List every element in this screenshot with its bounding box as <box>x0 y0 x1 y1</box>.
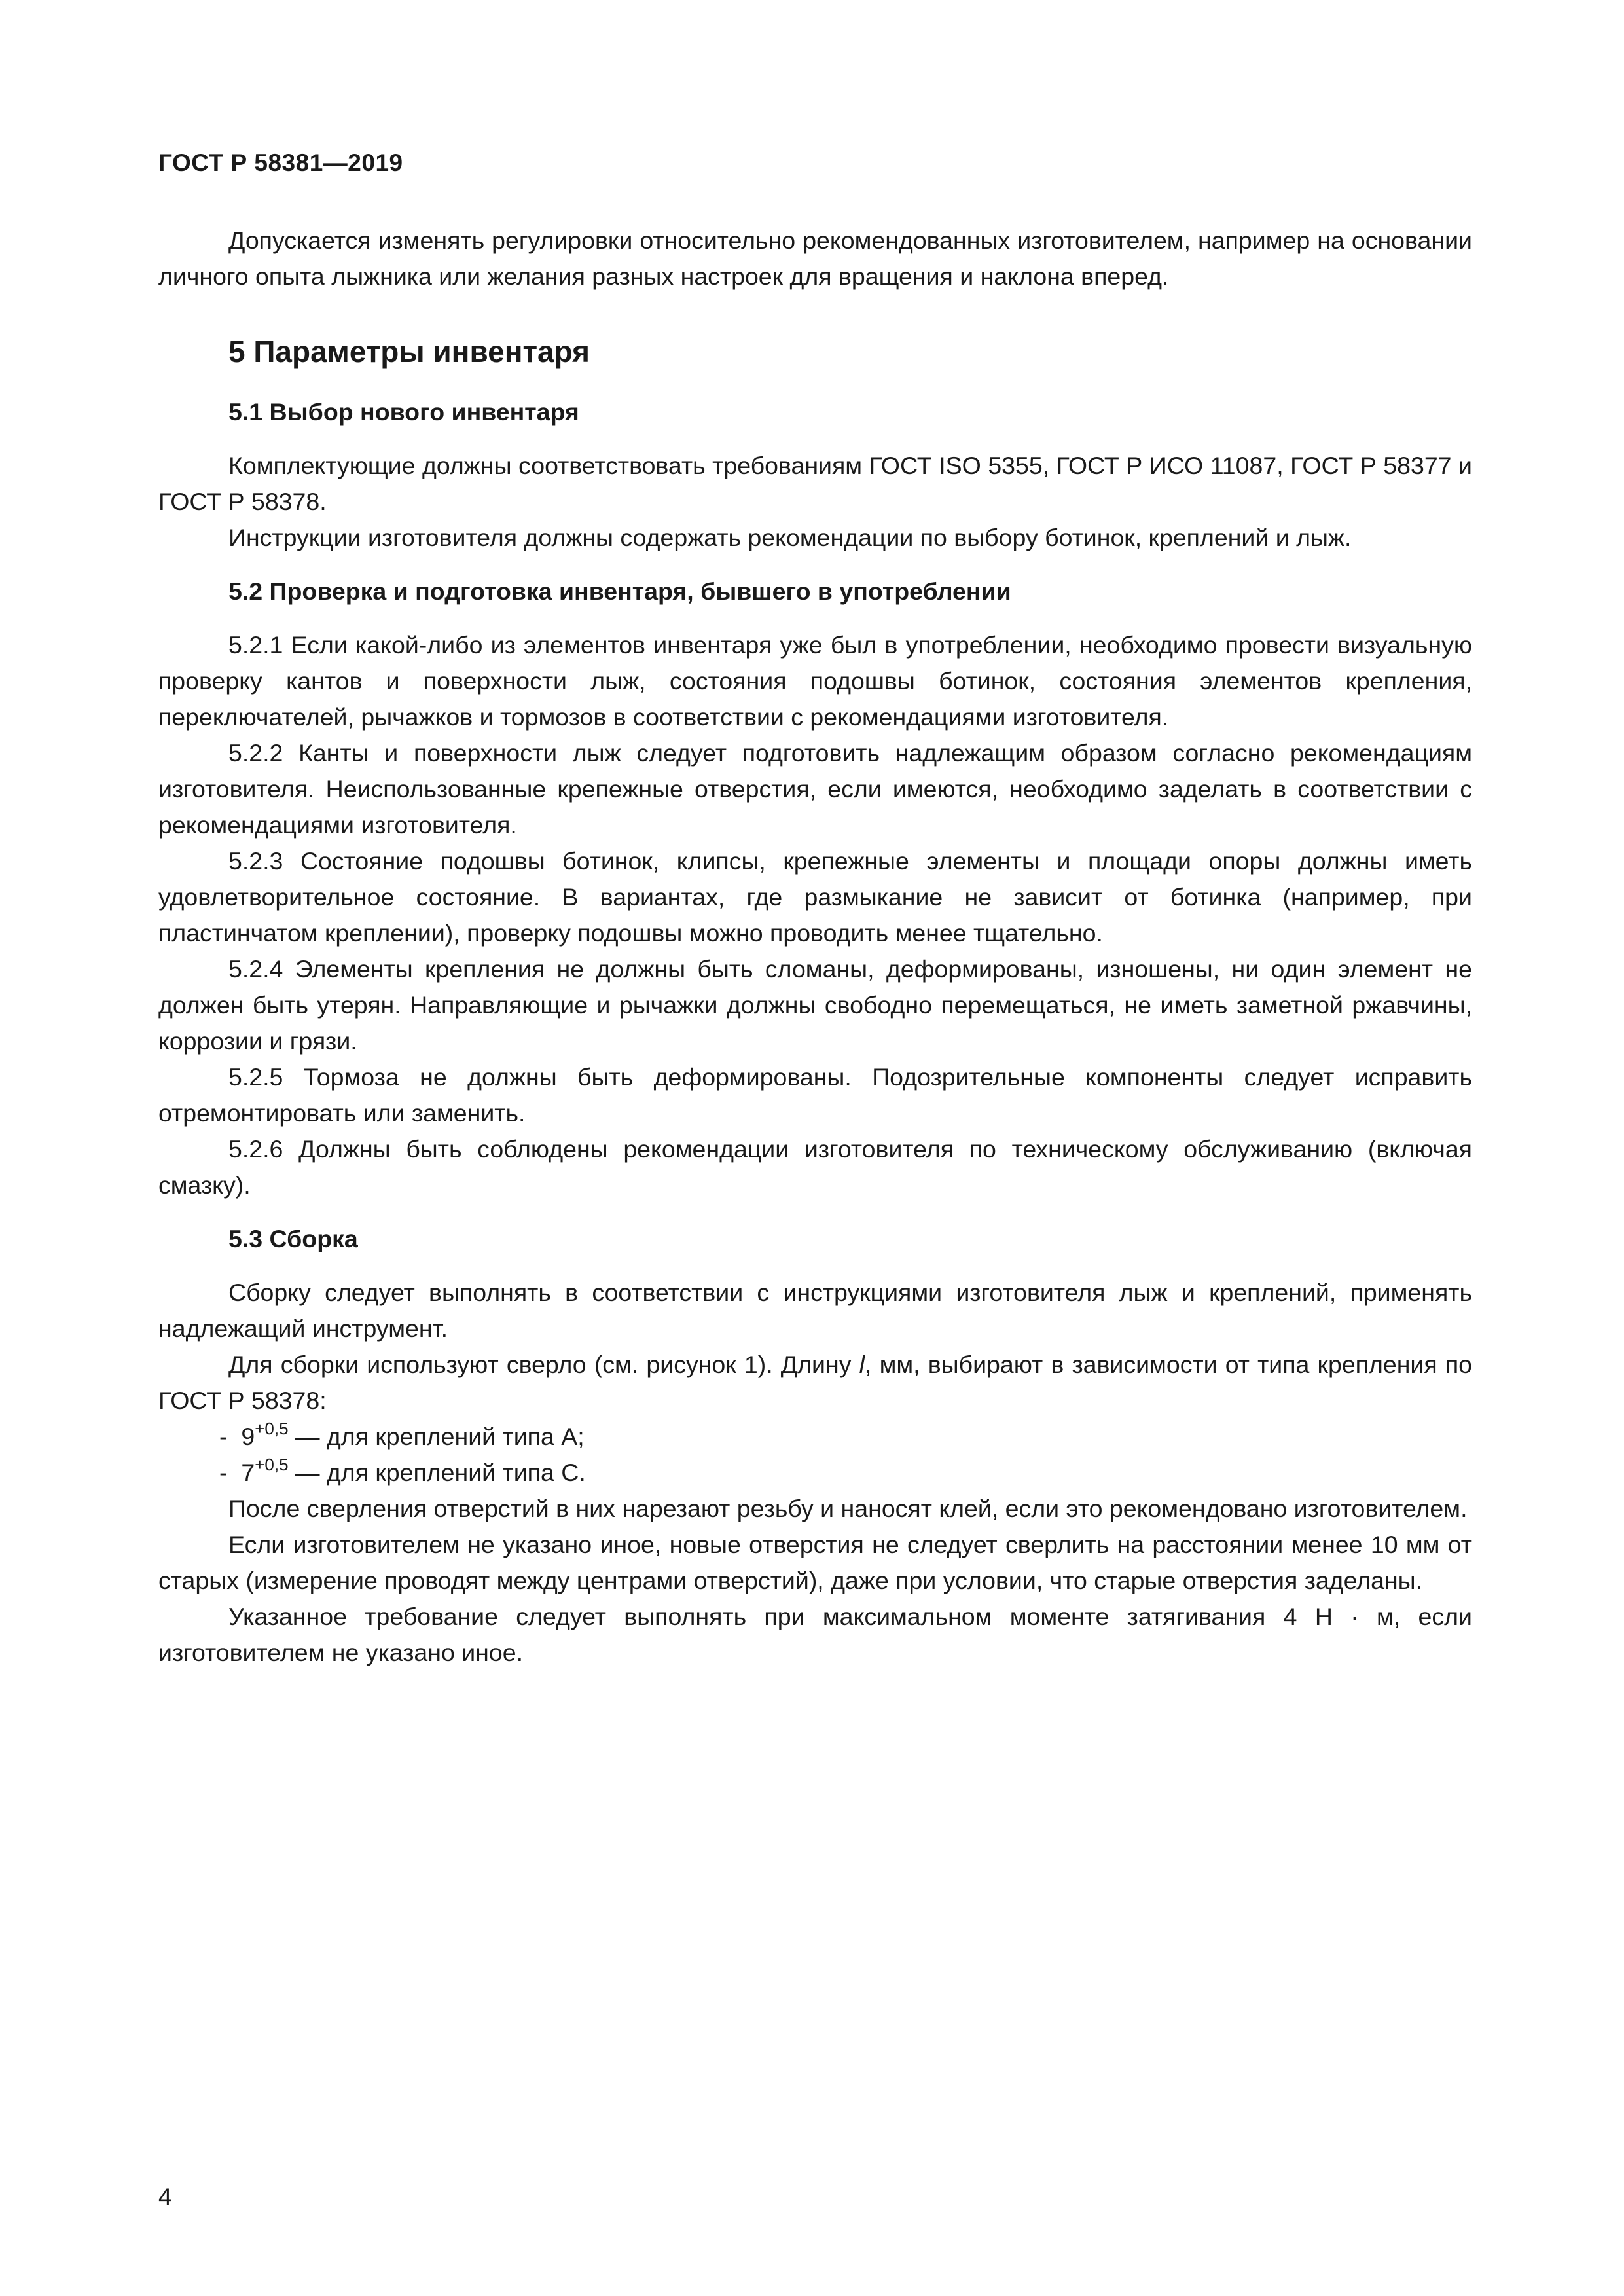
section-5-title: 5 Параметры инвентаря <box>228 335 590 369</box>
tolerance-base: 9 <box>241 1423 255 1450</box>
list-item-text: — для креплений типа А; <box>288 1423 585 1450</box>
paragraph-5-1-2: Инструкции изготовителя должны содержать рекомендации по выбору ботинок, креплений и лыж. <box>228 524 1352 551</box>
intro-paragraph: Допускается изменять регулировки относительно рекомендованных изготовителем, например на основании личного опыта лыжника или желания разных настроек для вращения и наклона вперед. <box>158 227 1472 290</box>
list-item <box>158 1419 1472 1455</box>
paragraph-5-3-5: Указанное требование следует выполнять при максимальном моменте затягивания 4 Н · м, если изготовителем не указано иное. <box>158 1603 1472 1666</box>
tolerance-superscript: +0,5 <box>255 1419 289 1438</box>
page-number: 4 <box>158 2183 172 2210</box>
tolerance-superscript: +0,5 <box>255 1455 289 1474</box>
document-body <box>158 223 1472 1671</box>
paragraph-5-2-5: 5.2.5 Тормоза не должны быть деформированы. Подозрительные компоненты следует исправить отремонтировать или заменить. <box>158 1063 1472 1127</box>
paragraph-5-3-1: Сборку следует выполнять в соответствии с инструкциями изготовителя лыж и креплений, применять надлежащий инструмент. <box>158 1279 1472 1342</box>
paragraph-5-3-4: Если изготовителем не указано иное, новые отверстия не следует сверлить на расстоянии менее 10 мм от старых (измерение проводят между центрами отверстий), даже при условии, что старые отверстия заделаны. <box>158 1531 1472 1594</box>
list-dash: - <box>219 1423 228 1450</box>
paragraph-5-2-1: 5.2.1 Если какой-либо из элементов инвентаря уже был в употреблении, необходимо провести визуальную проверку кантов и поверхности лыж, состояния подошвы ботинок, состояния элементов крепления, переключателей, рычажков и тормозов в соответствии с рекомендациями изготовителя. <box>158 631 1472 731</box>
standard-id-header: ГОСТ Р 58381—2019 <box>158 149 403 176</box>
list-item <box>158 1455 1472 1491</box>
section-5-2-title: 5.2 Проверка и подготовка инвентаря, бывшего в употреблении <box>228 577 1011 605</box>
paragraph-5-2-2: 5.2.2 Канты и поверхности лыж следует подготовить надлежащим образом согласно рекомендациям изготовителя. Неиспользованные крепежные отверстия, если имеются, необходимо заделать в соответствии с рекомендациями изготовителя. <box>158 739 1472 839</box>
list-dash: - <box>219 1459 228 1486</box>
paragraph-5-3-2-text-b: , мм, выбирают в зависимости от типа крепления по ГОСТ Р 58378: <box>158 1351 1472 1414</box>
paragraph-5-2-3: 5.2.3 Состояние подошвы ботинок, клипсы, крепежные элементы и площади опоры должны иметь удовлетворительное состояние. В вариантах, где размыкание не зависит от ботинка (например, при пластинчатом креплении), проверку подошвы можно проводить менее тщательно. <box>158 847 1472 947</box>
length-variable: l <box>859 1351 865 1378</box>
paragraph-5-3-2-text-a: Для сборки используют сверло (см. рисунок 1). Длину <box>228 1351 859 1378</box>
paragraph-5-3-3: После сверления отверстий в них нарезают резьбу и наносят клей, если это рекомендовано изготовителем. <box>228 1495 1468 1522</box>
tolerance-base: 7 <box>241 1459 255 1486</box>
paragraph-5-2-4: 5.2.4 Элементы крепления не должны быть сломаны, деформированы, изношены, ни один элемент не должен быть утерян. Направляющие и рычажки должны свободно перемещаться, не иметь заметной ржавчины, коррозии и грязи. <box>158 955 1472 1055</box>
section-5-3-title: 5.3 Сборка <box>228 1225 358 1252</box>
list-item-text: — для креплений типа С. <box>288 1459 586 1486</box>
section-5-1-title: 5.1 Выбор нового инвентаря <box>228 398 579 426</box>
paragraph-5-1-1: Комплектующие должны соответствовать требованиям ГОСТ ISO 5355, ГОСТ Р ИСО 11087, ГОСТ Р 58377 и ГОСТ Р 58378. <box>158 452 1472 515</box>
paragraph-5-2-6: 5.2.6 Должны быть соблюдены рекомендации изготовителя по техническому обслуживанию (включая смазку). <box>158 1135 1472 1199</box>
paragraph-5-3-2 <box>158 1347 1472 1419</box>
